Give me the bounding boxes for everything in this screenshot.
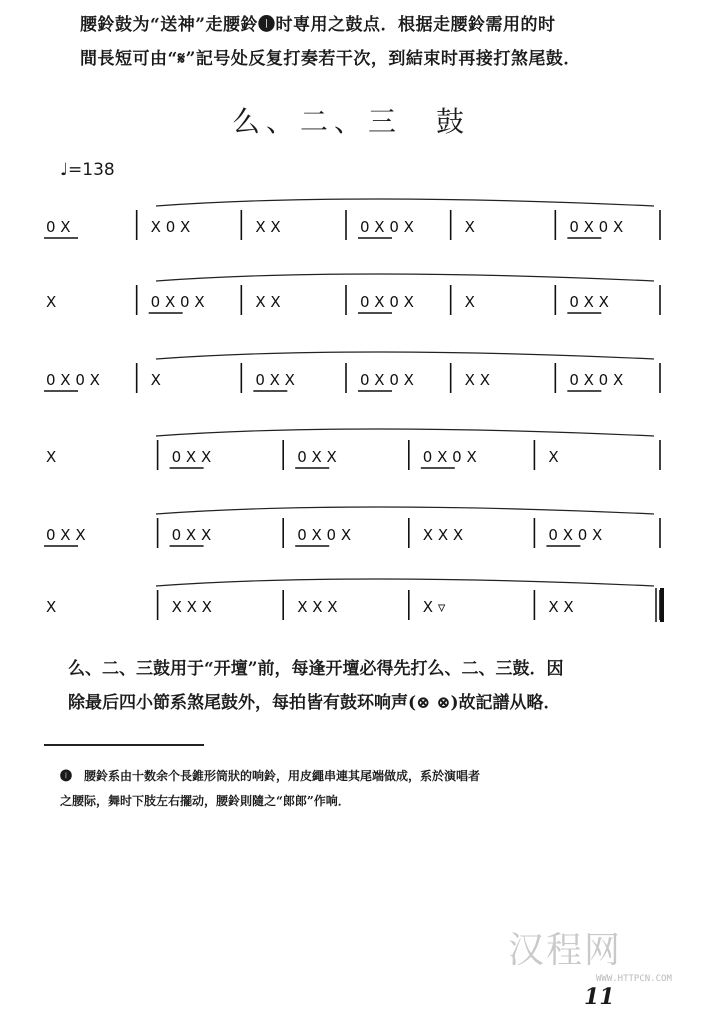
measure-notes: 0 X 0 X <box>46 371 100 389</box>
tempo-marking: ♩=138 <box>60 160 115 180</box>
footnote-line-1 <box>60 764 680 789</box>
intro-line-2: 間長短可由“𝄋”記号处反复打奏若干次，到結束时再接打煞尾鼓． <box>80 49 581 69</box>
measure-notes: X <box>46 448 57 466</box>
measure-notes: X <box>548 448 559 466</box>
measure-notes: 0 X 0 X <box>569 371 624 389</box>
section-title: 么、二、三 鼓 <box>231 105 470 138</box>
measure-notes: X X X <box>171 598 212 616</box>
slur-arc <box>156 274 654 281</box>
measure-notes: X <box>150 371 161 389</box>
measure-notes: X X <box>255 218 281 236</box>
measure-notes: X X <box>464 371 490 389</box>
drum-roll-symbol: (⊗ ⊗) <box>408 693 459 713</box>
watermark-logo: 汉程网 <box>508 930 623 971</box>
measure-notes: 0 X X <box>569 293 609 311</box>
measure-notes: X 0 X <box>150 218 191 236</box>
measure-notes: 0 X 0 X <box>422 448 477 466</box>
measure-notes: 0 X X <box>297 448 337 466</box>
measure-notes: 0 X X <box>255 371 295 389</box>
measure-notes: 0 X 0 X <box>360 293 414 311</box>
page-number: 11 <box>584 984 615 1010</box>
watermark-url: WWW.HTTPCN.COM <box>596 974 672 984</box>
measure-notes: 0 X 0 X <box>360 218 414 236</box>
measure-notes: X <box>464 218 475 236</box>
measure-notes: X X <box>548 598 574 616</box>
measure-notes: X X X <box>422 526 464 544</box>
measure-notes: X ▿ <box>422 598 446 616</box>
footnote-marker: ❶ <box>60 769 73 783</box>
measure-notes: 0 X 0 X <box>360 371 414 389</box>
measure-notes: 0 X X <box>171 526 212 544</box>
measure-notes: 0 X 0 X <box>297 526 352 544</box>
slur-arc <box>156 579 654 586</box>
slur-arc <box>156 429 654 436</box>
measure-notes: X <box>46 293 57 311</box>
intro-line-1: 腰鈴鼓为“送神”走腰鈴❶时専用之鼓点．根据走腰鈴需用的时 <box>80 15 556 35</box>
closing-line-2-end: 故記譜从略． <box>458 693 561 713</box>
measure-notes: X <box>46 598 57 616</box>
measure-notes: 0 X X <box>46 526 86 544</box>
measure-notes: 0 X X <box>171 448 212 466</box>
footnote-text-1: 腰鈴系由十数余个長錐形筒狀的响鈴，用皮繩串連其尾端做成，系於演唱者 <box>84 769 481 783</box>
measure-notes: X X X <box>297 598 338 616</box>
closing-line-1: 么、二、三鼓用于“开壇”前，每逢开壇必得先打么、二、三鼓．因 <box>68 659 564 679</box>
footnote-divider <box>44 744 204 746</box>
slur-arc <box>156 507 654 514</box>
closing-line-2-text: 除最后四小節系煞尾鼓外，每拍皆有鼓环响声 <box>68 693 408 713</box>
measure-notes: 0 X <box>46 218 71 236</box>
closing-paragraph <box>68 652 688 720</box>
footnote <box>60 764 680 814</box>
slur-arc <box>156 352 654 359</box>
slur-arc <box>156 199 654 206</box>
measure-notes: X <box>464 293 475 311</box>
measure-notes: 0 X 0 X <box>150 293 205 311</box>
measure-notes: 0 X 0 X <box>548 526 603 544</box>
measure-notes: 0 X 0 X <box>569 218 624 236</box>
measure-notes: X X <box>255 293 281 311</box>
closing-line-2 <box>68 686 688 720</box>
footnote-line-2: 之腰际，舞时下肢左右擺动，腰鈴則隨之“郎郎”作响． <box>60 794 350 808</box>
